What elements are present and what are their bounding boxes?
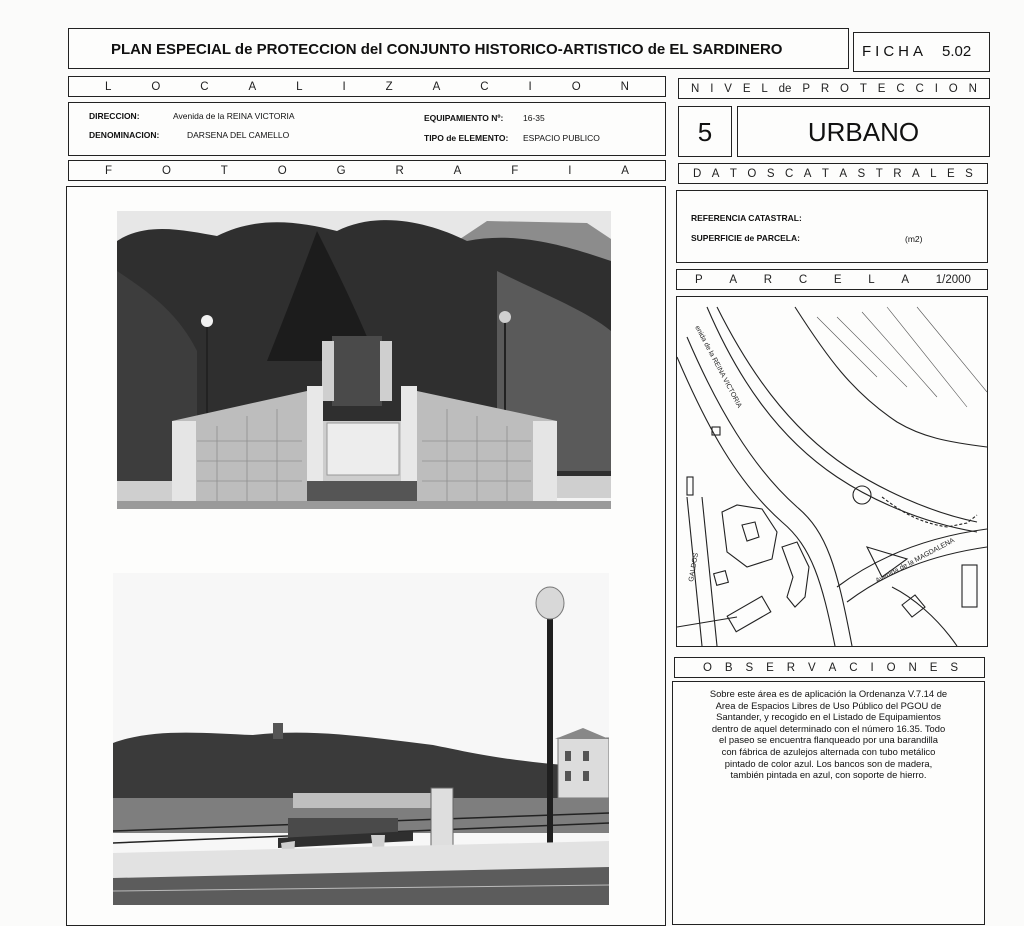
observaciones-letter: O [886, 662, 896, 674]
localizacion-letter: A [432, 81, 441, 93]
nivel-proteccion-letter: P [802, 83, 810, 95]
fotografia-letter: F [105, 165, 113, 177]
observaciones-line: el paseo se encuentra flanqueado por una barandilla [719, 734, 938, 746]
parcela-letter: A [901, 274, 910, 286]
equipamiento-label: EQUIPAMIENTO Nº: [424, 113, 504, 123]
photo-monument-image [117, 211, 611, 509]
datos-catastrales-letter: T [821, 168, 829, 180]
localizacion-letter: I [342, 81, 346, 93]
tipo-elemento-label: TIPO de ELEMENTO: [424, 133, 509, 143]
datos-catastrales-letter: S [857, 168, 866, 180]
localizacion-letters [105, 79, 629, 95]
datos-catastrales-letter: L [930, 168, 937, 180]
datos-catastrales-letter: O [747, 168, 757, 180]
datos-catastrales-letter: A [711, 168, 720, 180]
observaciones-box [672, 681, 985, 925]
superficie-unit: (m2) [905, 234, 923, 244]
fotografia-letters [105, 163, 629, 179]
observaciones-letters [703, 660, 958, 676]
parcela-letter: R [763, 274, 773, 286]
observaciones-line: con fábrica de azulejos alternada con tubo metálico [721, 745, 936, 757]
localizacion-letter: I [528, 81, 532, 93]
fotografia-letter: G [336, 165, 346, 177]
equipamiento-value: 16-35 [523, 113, 545, 123]
nivel-proteccion-letter: N [691, 83, 700, 95]
nivel-proteccion-header [678, 78, 990, 99]
observaciones-letter: B [724, 662, 733, 674]
localizacion-letter: O [151, 81, 161, 93]
localizacion-letter: O [571, 81, 581, 93]
observaciones-letter: N [908, 662, 917, 674]
location-details [68, 102, 666, 156]
localizacion-letter: C [480, 81, 489, 93]
direccion-label: DIRECCION: [89, 111, 140, 121]
ficha-number: 5.02 [942, 43, 972, 60]
parcela-letter: C [798, 274, 808, 286]
nivel-proteccion-letter: E [742, 83, 751, 95]
parcela-letter: E [833, 274, 842, 286]
observaciones-letter: S [950, 662, 958, 674]
parcela-letters [695, 272, 971, 288]
parcela-letter: A [729, 274, 738, 286]
photo-panel [66, 186, 666, 926]
nivel-proteccion-letters [691, 81, 977, 97]
observaciones-letter: R [786, 662, 796, 674]
observaciones-letter: V [807, 662, 816, 674]
fotografia-letter: O [161, 165, 171, 177]
parcel-map [676, 296, 988, 647]
catastro-details [676, 190, 988, 263]
map-street-magdalena: Avenida de la MAGDALENA [874, 537, 956, 585]
ficha-label: FICHA [862, 43, 927, 60]
protection-level-name-box [737, 106, 990, 157]
nivel-proteccion-letter: N [968, 83, 977, 95]
protection-level-number: 5 [697, 117, 713, 147]
fotografia-header [68, 160, 666, 181]
nivel-proteccion-letter: T [859, 83, 867, 95]
nivel-proteccion-letter: I [710, 83, 714, 95]
fotografia-letter: A [621, 165, 629, 177]
datos-catastrales-letter: C [784, 168, 794, 180]
fotografia-letter: A [453, 165, 462, 177]
photo-promenade [113, 573, 609, 905]
parcel-map-drawing [677, 297, 987, 646]
datos-catastrales-header [678, 163, 988, 184]
observaciones-line: pintado de color azul. Los bancos son de madera, [724, 757, 933, 769]
datos-catastrales-letter: D [693, 168, 702, 180]
observaciones-line: Area de Espacios Libres de Uso Público del PGOU de [715, 699, 942, 711]
datos-catastrales-letters [693, 166, 973, 182]
datos-catastrales-letter: A [803, 168, 812, 180]
parcela-letter: P [695, 274, 703, 286]
datos-catastrales-letter: R [893, 168, 902, 180]
fotografia-letter: F [511, 165, 519, 177]
localizacion-letter: N [620, 81, 629, 93]
observaciones-letter: S [745, 662, 754, 674]
nivel-proteccion-letter: de [778, 83, 792, 95]
referencia-catastral-label: REFERENCIA CATASTRAL: [691, 213, 802, 223]
tipo-elemento-value: ESPACIO PUBLICO [523, 133, 600, 143]
parcela-letter: L [868, 274, 875, 286]
localizacion-header [68, 76, 666, 97]
map-street-reina-victoria: enida de la REINA VICTORIA [693, 324, 743, 410]
photo-promenade-image [113, 573, 609, 905]
localizacion-letter: A [248, 81, 257, 93]
map-street-galdos: GALDOS [688, 552, 701, 583]
ficha-box [853, 32, 990, 72]
parcela-letter: 1/2000 [935, 274, 971, 286]
datos-catastrales-letter: S [965, 168, 973, 180]
fotografia-letter: I [568, 165, 572, 177]
denominacion-value: DARSENA DEL CAMELLO [187, 130, 290, 140]
datos-catastrales-letter: A [839, 168, 848, 180]
denominacion-label: DENOMINACION: [89, 130, 160, 140]
observaciones-line: también pintada en azul, con soporte de hierro. [730, 769, 927, 781]
observaciones-letter: I [870, 662, 874, 674]
fotografia-letter: O [277, 165, 287, 177]
observaciones-letter: E [766, 662, 774, 674]
nivel-proteccion-letter: E [877, 83, 886, 95]
nivel-proteccion-letter: L [761, 83, 768, 95]
protection-level-name: URBANO [807, 117, 920, 147]
datos-catastrales-letter: S [766, 168, 775, 180]
datos-catastrales-letter: T [729, 168, 737, 180]
observaciones-header [674, 657, 985, 678]
fotografia-letter: R [395, 165, 404, 177]
localizacion-letter: Z [385, 81, 393, 93]
superficie-parcela-label: SUPERFICIE de PARCELA: [691, 233, 800, 243]
nivel-proteccion-letter: R [820, 83, 830, 95]
fotografia-letter: T [220, 165, 228, 177]
observaciones-line: Sobre este área es de aplicación la Ordenanza V.7.14 de [709, 688, 948, 699]
datos-catastrales-letter: A [911, 168, 920, 180]
photo-monument-stairs [117, 211, 611, 509]
nivel-proteccion-letter: V [724, 83, 732, 95]
localizacion-letter: L [296, 81, 303, 93]
observaciones-letter: E [929, 662, 938, 674]
direccion-value: Avenida de la REINA VICTORIA [173, 111, 295, 121]
parcela-header [676, 269, 988, 290]
document-title: PLAN ESPECIAL de PROTECCION del CONJUNTO HISTORICO-ARTISTICO de EL SARDINERO [111, 41, 783, 58]
observaciones-letter: A [828, 662, 837, 674]
nivel-proteccion-letter: I [934, 83, 938, 95]
datos-catastrales-letter: E [946, 168, 955, 180]
header-title-box [68, 28, 849, 69]
observaciones-text [677, 688, 980, 781]
nivel-proteccion-letter: O [840, 83, 849, 95]
localizacion-letter: L [105, 81, 112, 93]
observaciones-line: dentro de aquel determinado con el número 16.35. Todo [711, 722, 946, 734]
observaciones-letter: C [849, 662, 858, 674]
observaciones-letter: O [703, 662, 712, 674]
observaciones-line: Santander, y recogido en el Listado de Equipamientos [716, 711, 941, 723]
nivel-proteccion-letter: C [915, 83, 924, 95]
nivel-proteccion-letter: C [896, 83, 905, 95]
nivel-proteccion-letter: O [948, 83, 958, 95]
protection-level-number-box [678, 106, 732, 157]
localizacion-letter: C [200, 81, 209, 93]
datos-catastrales-letter: T [875, 168, 883, 180]
